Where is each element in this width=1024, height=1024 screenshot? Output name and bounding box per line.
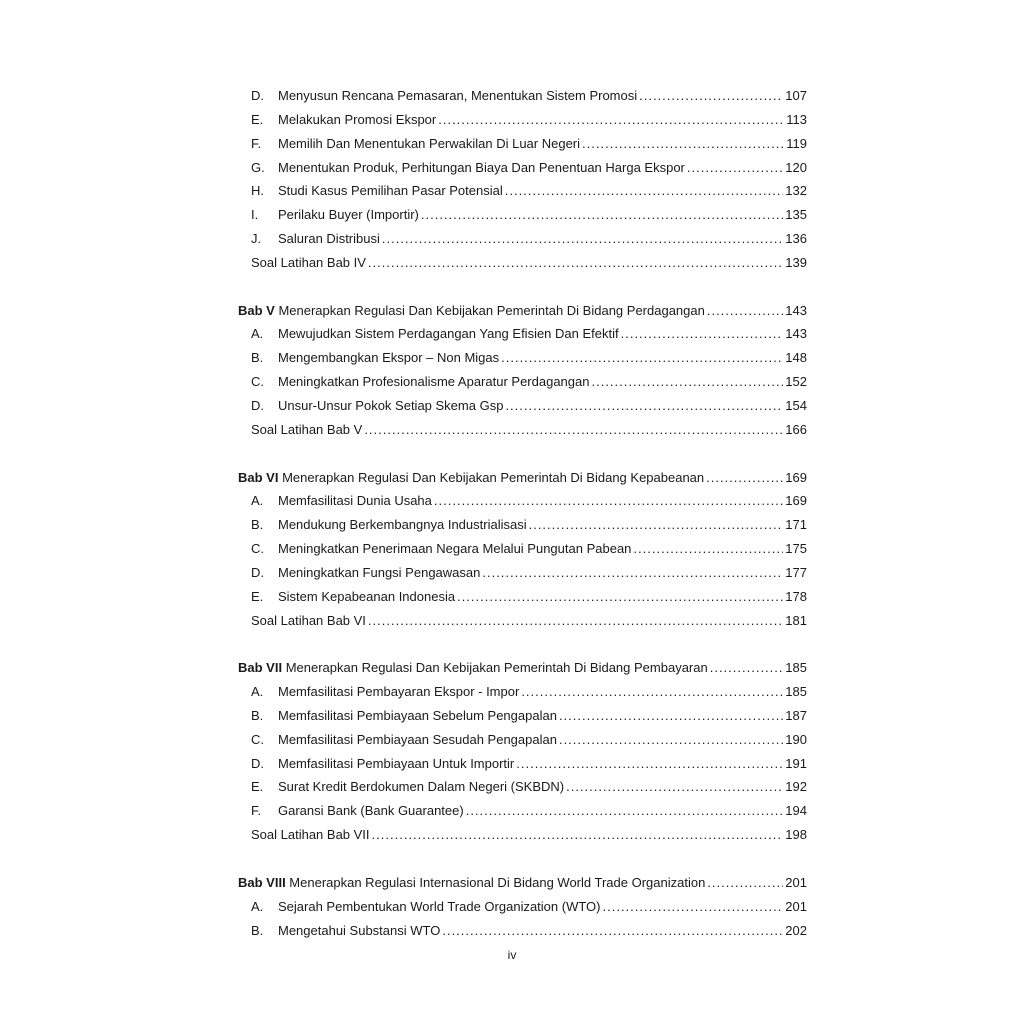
entry-title: Meningkatkan Fungsi Pengawasan [278,564,481,580]
entry-page: 143 [785,302,807,318]
entry-page: 135 [785,207,807,223]
chapter-title-text: Menerapkan Regulasi Dan Kebijakan Pemerintah Di Bidang Pembayaran [282,660,708,676]
toc-entry [238,394,807,418]
entry-page: 120 [785,159,807,175]
entry-letter: D. [251,564,264,580]
entry-page: 175 [785,541,807,557]
page-number: iv [507,948,517,962]
entry-title: Mendukung Berkembangnya Industrialisasi [278,517,527,533]
entry-title: Mengetahui Substansi WTO [278,922,441,938]
dot-leader [603,895,784,919]
toc-entry [238,84,807,108]
entry-page: 185 [785,684,807,700]
entry-page: 113 [786,111,807,127]
toc-chapter-entry [238,871,807,895]
entry-letter: I. [251,207,259,223]
toc-entry [238,680,807,704]
toc-entry [238,203,807,227]
dot-leader [710,656,784,680]
entry-page: 202 [785,922,807,938]
dot-leader [559,704,783,728]
entry-page: 143 [785,326,807,342]
entry-title: Memfasilitasi Pembiayaan Sebelum Pengapalan [278,707,557,723]
chapter-title-text: Menerapkan Regulasi Dan Kebijakan Pemerintah Di Bidang Kepabeanan [278,469,705,485]
entry-letter: F. [251,135,262,151]
entry-letter: E. [251,111,264,127]
toc-entry [238,728,807,752]
entry-page: 171 [785,517,807,533]
entry-page: 187 [785,707,807,723]
entry-letter: C. [251,374,264,390]
toc-entry [238,322,807,346]
toc-entry [238,132,807,156]
entry-page: 191 [785,755,807,771]
dot-leader [621,322,784,346]
entry-title: Soal Latihan Bab VII [251,827,370,843]
entry-page: 192 [785,779,807,795]
entry-page: 148 [785,350,807,366]
dot-leader [633,537,783,561]
toc-entry [238,752,807,776]
entry-page: 132 [785,183,807,199]
entry-title: Meningkatkan Profesionalisme Aparatur Perdagangan [278,374,590,390]
dot-leader [438,108,784,132]
spacer [238,632,807,656]
toc-entry [238,156,807,180]
dot-leader [442,919,783,943]
dot-leader [501,346,783,370]
dot-leader [368,609,783,633]
spacer [238,442,807,466]
toc-exercise-entry [238,251,807,275]
toc-entry [238,799,807,823]
chapter-label: Bab VI [238,469,279,485]
entry-title: Menyusun Rencana Pemasaran, Menentukan Sistem Promosi [278,88,638,103]
toc-chapter-entry [238,656,807,680]
entry-page: 190 [785,731,807,747]
toc-exercise-entry [238,418,807,442]
entry-letter: J. [251,231,262,247]
entry-title: Surat Kredit Berdokumen Dalam Negeri (SKBDN) [278,779,565,795]
dot-leader [368,251,783,275]
entry-letter: C. [251,731,264,747]
dot-leader [457,585,783,609]
dot-leader [529,513,784,537]
entry-page: 136 [785,231,807,247]
toc-entry [238,179,807,203]
entry-page: 154 [785,397,807,413]
entry-page: 166 [785,421,807,437]
entry-letter: D. [251,88,264,103]
entry-title: Sejarah Pembentukan World Trade Organization (WTO) [278,898,601,914]
entry-title: Studi Kasus Pemilihan Pasar Potensial [278,183,503,199]
entry-letter: D. [251,397,264,413]
toc-entry [238,895,807,919]
entry-title: Soal Latihan Bab V [251,421,363,437]
entry-title: Garansi Bank (Bank Guarantee) [278,803,464,819]
chapter-label: Bab VIII [238,874,286,890]
entry-title: Memfasilitasi Pembayaran Ekspor - Impor [278,684,520,700]
dot-leader [466,799,784,823]
chapter-title [238,299,705,323]
dot-leader [372,823,784,847]
dot-leader [566,775,783,799]
entry-letter: B. [251,517,264,533]
entry-title: Memfasilitasi Pembiayaan Untuk Importir [278,755,515,771]
spacer [238,275,807,299]
entry-page: 201 [785,874,807,890]
entry-page: 181 [785,612,807,628]
entry-page: 177 [785,564,807,580]
dot-leader [582,132,784,156]
entry-letter: H. [251,183,264,199]
toc-entry [238,919,807,943]
spacer [238,847,807,871]
entry-letter: D. [251,755,264,771]
entry-letter: A. [251,898,264,914]
dot-leader [482,561,783,585]
entry-letter: E. [251,779,264,795]
entry-title: Menentukan Produk, Perhitungan Biaya Dan Penentuan Harga Ekspor [278,159,685,175]
toc-entry [238,513,807,537]
chapter-title [238,656,708,680]
toc-entry [238,370,807,394]
entry-page: 119 [786,135,807,151]
entry-title: Memfasilitasi Dunia Usaha [278,493,432,509]
entry-page: 152 [785,374,807,390]
entry-page: 198 [785,827,807,843]
dot-leader [639,84,783,108]
toc-exercise-entry [238,823,807,847]
entry-letter: C. [251,541,264,557]
entry-page: 201 [785,898,807,914]
entry-letter: A. [251,493,264,509]
entry-title: Mengembangkan Ekspor – Non Migas [278,350,500,366]
toc-exercise-entry [238,609,807,633]
chapter-title [238,466,704,490]
entry-page: 185 [785,660,807,676]
entry-letter: F. [251,803,262,819]
entry-page: 194 [785,803,807,819]
dot-leader [687,156,783,180]
entry-letter: G. [251,159,265,175]
toc-entry [238,346,807,370]
entry-page: 169 [785,493,807,509]
entry-title: Meningkatkan Penerimaan Negara Melalui Pungutan Pabean [278,541,632,557]
toc-entry [238,108,807,132]
entry-title: Saluran Distribusi [278,231,380,247]
entry-title: Mewujudkan Sistem Perdagangan Yang Efisien Dan Efektif [278,326,619,342]
entry-letter: A. [251,326,264,342]
entry-title: Soal Latihan Bab IV [251,254,366,270]
dot-leader [706,466,783,490]
dot-leader [434,489,783,513]
dot-leader [707,299,783,323]
entry-letter: E. [251,588,264,604]
entry-title: Unsur-Unsur Pokok Setiap Skema Gsp [278,397,504,413]
entry-title: Memilih Dan Menentukan Perwakilan Di Luar Negeri [278,135,581,151]
chapter-label: Bab V [238,302,275,318]
entry-letter: B. [251,922,264,938]
toc-entry [238,775,807,799]
entry-letter: A. [251,684,264,700]
dot-leader [421,203,783,227]
chapter-title-text: Menerapkan Regulasi Dan Kebijakan Pemerintah Di Bidang Perdagangan [274,302,705,318]
toc-entry [238,489,807,513]
chapter-label: Bab VII [238,660,283,676]
entry-page: 178 [785,588,807,604]
dot-leader [382,227,783,251]
entry-title: Soal Latihan Bab VI [251,612,366,628]
dot-leader [707,871,783,895]
toc-entry [238,704,807,728]
dot-leader [591,370,783,394]
chapter-title [238,871,705,895]
toc-chapter-entry [238,299,807,323]
table-of-contents [238,84,807,942]
dot-leader [559,728,783,752]
entry-title: Sistem Kepabeanan Indonesia [278,588,456,604]
entry-page: 107 [785,88,807,103]
dot-leader [505,179,784,203]
dot-leader [505,394,783,418]
entry-title: Perilaku Buyer (Importir) [278,207,419,223]
toc-entry [238,227,807,251]
entry-title: Melakukan Promosi Ekspor [278,111,437,127]
chapter-title-text: Menerapkan Regulasi Internasional Di Bidang World Trade Organization [285,874,706,890]
toc-entry [238,585,807,609]
toc-chapter-entry [238,466,807,490]
dot-leader [516,752,783,776]
entry-title: Memfasilitasi Pembiayaan Sesudah Pengapalan [278,731,557,747]
entry-letter: B. [251,350,264,366]
entry-page: 169 [785,469,807,485]
toc-entry [238,537,807,561]
dot-leader [364,418,783,442]
toc-entry [238,561,807,585]
entry-page: 139 [785,254,807,270]
dot-leader [521,680,783,704]
entry-letter: B. [251,707,264,723]
